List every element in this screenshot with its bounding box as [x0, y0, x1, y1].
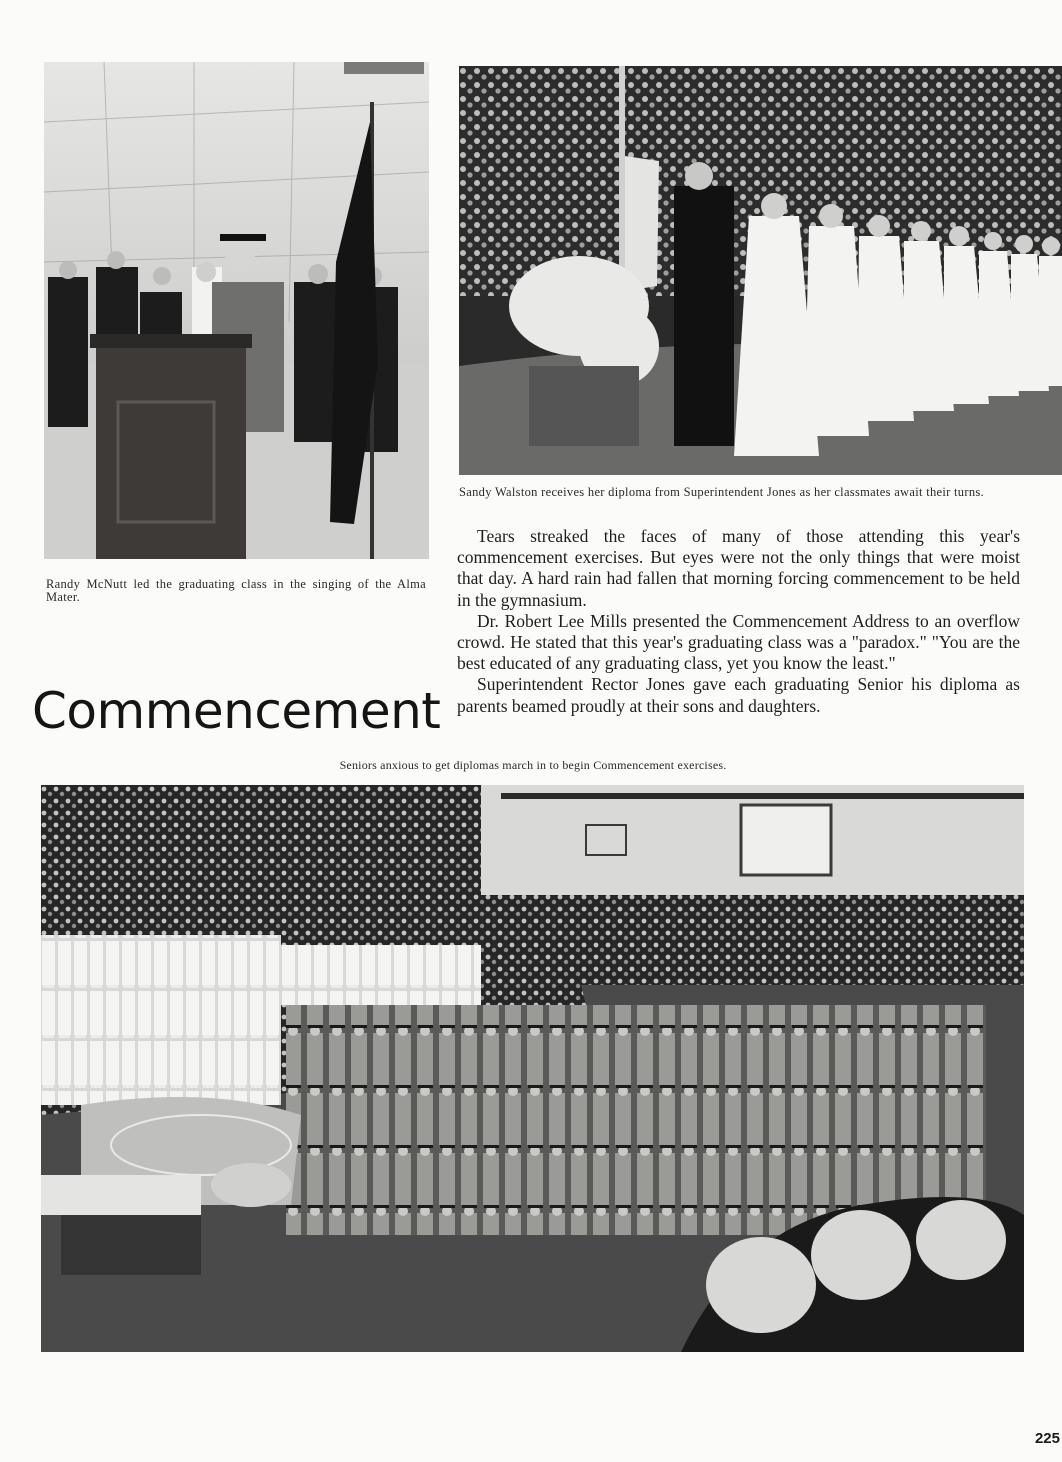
article-paragraph: Tears streaked the faces of many of those attending this year's commencement exercises. But eyes were not the only things that were moist that day. A hard rain had fallen that morning forcing commencement to be held in the gymnasium. [457, 526, 1020, 610]
photo-seniors-march-in [41, 785, 1024, 1352]
article-paragraph: Superintendent Rector Jones gave each graduating Senior his diploma as parents beamed proudly at their sons and daughters. [457, 674, 1020, 716]
photo-randy-mcnutt-at-lectern [44, 62, 429, 559]
article-body [457, 526, 1020, 717]
photo-sandy-walston-diploma [459, 66, 1062, 475]
caption-top-right-photo: Sandy Walston receives her diploma from Superintendent Jones as her classmates await their turns. [459, 485, 984, 499]
article-paragraph: Dr. Robert Lee Mills presented the Commencement Address to an overflow crowd. He stated that this year's graduating class was a "paradox." "You are the best educated of any graduating class, yet you know the least." [457, 610, 1020, 674]
page-number: 225 [1034, 1430, 1060, 1447]
caption-top-left-photo: Randy McNutt led the graduating class in the singing of the Alma Mater. [46, 577, 426, 604]
caption-bottom-photo: Seniors anxious to get diplomas march in to begin Commencement exercises. [339, 758, 727, 772]
page-headline: Commencement [32, 682, 441, 740]
